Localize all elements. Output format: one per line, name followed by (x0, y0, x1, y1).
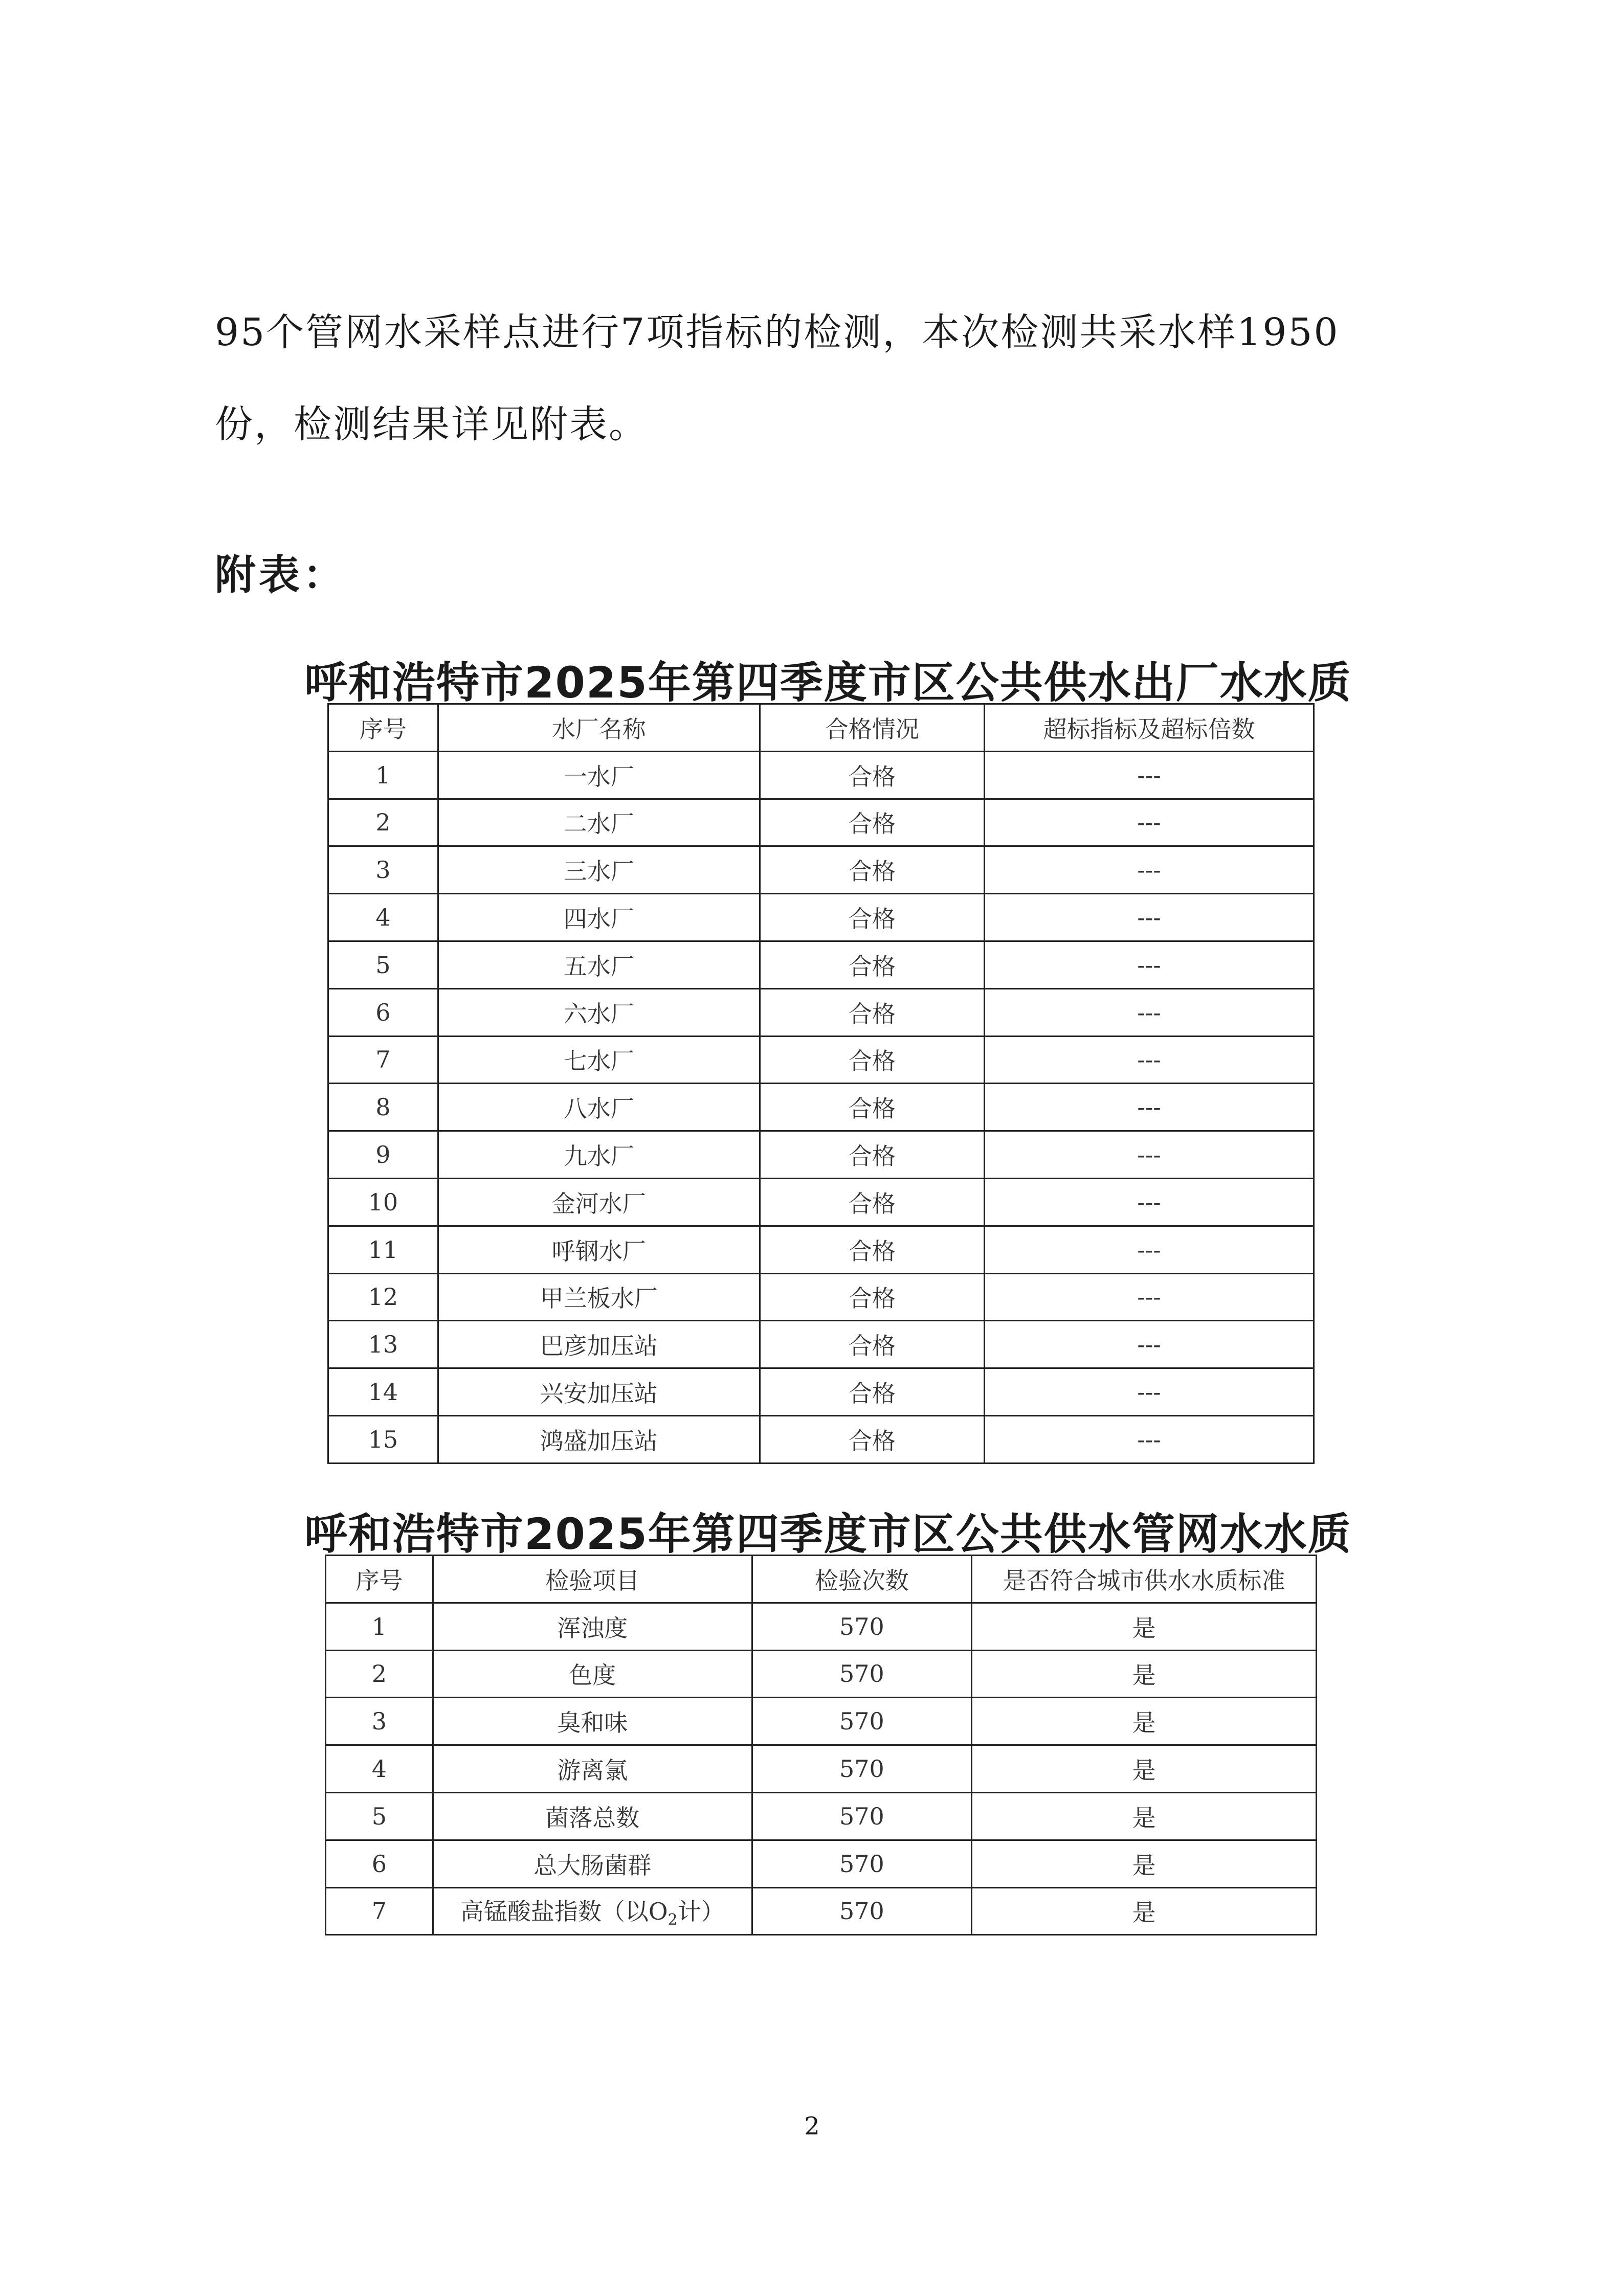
cell-test-count: 570 (752, 1603, 971, 1650)
table-row (328, 799, 1314, 846)
cell-test-item: 色度 (433, 1650, 752, 1698)
cell-exceedance: --- (985, 988, 1314, 1036)
cell-index: 1 (326, 1603, 433, 1650)
header-test-count: 检验次数 (752, 1556, 971, 1603)
cell-status: 合格 (760, 799, 984, 846)
cell-plant-name: 金河水厂 (438, 1178, 760, 1226)
cell-status: 合格 (760, 988, 984, 1036)
table-row (328, 751, 1314, 799)
cell-exceedance: --- (985, 1415, 1314, 1463)
cell-plant-name: 八水厂 (438, 1084, 760, 1131)
table-row (328, 1084, 1314, 1131)
item-subscript: 2 (668, 1911, 678, 1929)
cell-index: 8 (328, 1084, 438, 1131)
cell-plant-name: 鸿盛加压站 (438, 1415, 760, 1463)
cell-compliance: 是 (972, 1698, 1317, 1745)
cell-status: 合格 (760, 1131, 984, 1179)
cell-index: 2 (328, 799, 438, 846)
cell-status: 合格 (760, 894, 984, 941)
cell-test-item: 臭和味 (433, 1698, 752, 1745)
cell-index: 3 (328, 846, 438, 894)
cell-exceedance: --- (985, 799, 1314, 846)
cell-status: 合格 (760, 1321, 984, 1368)
cell-compliance: 是 (972, 1745, 1317, 1793)
cell-test-count: 570 (752, 1745, 971, 1793)
cell-plant-name: 六水厂 (438, 988, 760, 1036)
cell-status: 合格 (760, 1368, 984, 1416)
cell-plant-name: 二水厂 (438, 799, 760, 846)
cell-status: 合格 (760, 1178, 984, 1226)
item-prefix: 高锰酸盐指数（以O (460, 1898, 668, 1926)
cell-test-item: 游离氯 (433, 1745, 752, 1793)
cell-index: 10 (328, 1178, 438, 1226)
cell-compliance: 是 (972, 1792, 1317, 1840)
cell-plant-name: 三水厂 (438, 846, 760, 894)
cell-plant-name: 巴彦加压站 (438, 1321, 760, 1368)
cell-exceedance: --- (985, 1036, 1314, 1084)
table-row (328, 1131, 1314, 1179)
cell-compliance: 是 (972, 1603, 1317, 1650)
cell-exceedance: --- (985, 1368, 1314, 1416)
table-row (328, 846, 1314, 894)
network-water-quality-table (325, 1555, 1317, 1935)
cell-exceedance: --- (985, 1226, 1314, 1273)
cell-status: 合格 (760, 846, 984, 894)
cell-exceedance: --- (985, 846, 1314, 894)
table-2-body (326, 1603, 1317, 1887)
table-row (328, 1036, 1314, 1084)
cell-status: 合格 (760, 1084, 984, 1131)
table-row (326, 1887, 1317, 1935)
cell-plant-name: 九水厂 (438, 1131, 760, 1179)
cell-test-item (433, 1887, 752, 1935)
cell-exceedance: --- (985, 1084, 1314, 1131)
header-index: 序号 (326, 1556, 433, 1603)
table-row (328, 1321, 1314, 1368)
cell-plant-name: 一水厂 (438, 751, 760, 799)
cell-index: 6 (326, 1840, 433, 1887)
cell-plant-name: 四水厂 (438, 894, 760, 941)
cell-plant-name: 兴安加压站 (438, 1368, 760, 1416)
cell-index: 13 (328, 1321, 438, 1368)
cell-status: 合格 (760, 1273, 984, 1321)
table-row (326, 1698, 1317, 1745)
table-header-row (328, 704, 1314, 752)
table-row (328, 941, 1314, 988)
table-row (328, 988, 1314, 1036)
table-row (328, 1368, 1314, 1416)
cell-index: 4 (326, 1745, 433, 1793)
cell-exceedance: --- (985, 1131, 1314, 1179)
table-1-title: 呼和浩特市2025年第四季度市区公共供水出厂水水质 (304, 658, 1352, 708)
cell-status: 合格 (760, 751, 984, 799)
header-status: 合格情况 (760, 704, 984, 752)
cell-test-count: 570 (752, 1887, 971, 1935)
cell-index: 5 (328, 941, 438, 988)
cell-index: 6 (328, 988, 438, 1036)
table-row (328, 1273, 1314, 1321)
page-number: 2 (804, 2112, 820, 2141)
table-row (328, 1415, 1314, 1463)
header-compliance: 是否符合城市供水水质标准 (972, 1556, 1317, 1603)
cell-status: 合格 (760, 1036, 984, 1084)
table-row (326, 1792, 1317, 1840)
cell-test-count: 570 (752, 1698, 971, 1745)
header-test-item: 检验项目 (433, 1556, 752, 1603)
header-plant-name: 水厂名称 (438, 704, 760, 752)
cell-test-item: 浑浊度 (433, 1603, 752, 1650)
cell-exceedance: --- (985, 1321, 1314, 1368)
cell-test-count: 570 (752, 1840, 971, 1887)
cell-exceedance: --- (985, 894, 1314, 941)
cell-compliance: 是 (972, 1840, 1317, 1887)
cell-exceedance: --- (985, 1178, 1314, 1226)
cell-compliance: 是 (972, 1887, 1317, 1935)
cell-status: 合格 (760, 1226, 984, 1273)
table-row (326, 1745, 1317, 1793)
cell-index: 5 (326, 1792, 433, 1840)
table-row (328, 894, 1314, 941)
cell-index: 2 (326, 1650, 433, 1698)
table-row (328, 1178, 1314, 1226)
factory-water-quality-table (327, 703, 1315, 1464)
header-index: 序号 (328, 704, 438, 752)
cell-index: 7 (328, 1036, 438, 1084)
cell-status: 合格 (760, 1415, 984, 1463)
cell-compliance: 是 (972, 1650, 1317, 1698)
cell-test-count: 570 (752, 1650, 971, 1698)
table-row (326, 1650, 1317, 1698)
table-row (326, 1603, 1317, 1650)
body-paragraph-line-2: 份，检测结果详见附表。 (215, 402, 648, 446)
cell-test-item: 菌落总数 (433, 1792, 752, 1840)
item-suffix: 计） (677, 1898, 725, 1926)
table-row (328, 1226, 1314, 1273)
header-exceedance: 超标指标及超标倍数 (985, 704, 1314, 752)
table-2-title: 呼和浩特市2025年第四季度市区公共供水管网水水质 (304, 1509, 1352, 1559)
cell-exceedance: --- (985, 941, 1314, 988)
cell-test-item: 总大肠菌群 (433, 1840, 752, 1887)
body-paragraph-line-1: 95个管网水采样点进行7项指标的检测，本次检测共采水样1950 (215, 310, 1340, 354)
cell-exceedance: --- (985, 1273, 1314, 1321)
cell-index: 7 (326, 1887, 433, 1935)
cell-index: 15 (328, 1415, 438, 1463)
cell-index: 12 (328, 1273, 438, 1321)
cell-index: 11 (328, 1226, 438, 1273)
cell-test-count: 570 (752, 1792, 971, 1840)
cell-plant-name: 甲兰板水厂 (438, 1273, 760, 1321)
table-row (326, 1840, 1317, 1887)
cell-index: 4 (328, 894, 438, 941)
cell-index: 9 (328, 1131, 438, 1179)
cell-plant-name: 七水厂 (438, 1036, 760, 1084)
appendix-label: 附表： (215, 551, 347, 599)
cell-exceedance: --- (985, 751, 1314, 799)
cell-plant-name: 呼钢水厂 (438, 1226, 760, 1273)
cell-plant-name: 五水厂 (438, 941, 760, 988)
cell-index: 1 (328, 751, 438, 799)
table-header-row (326, 1556, 1317, 1603)
table-1-body (328, 751, 1314, 1463)
cell-index: 14 (328, 1368, 438, 1416)
cell-status: 合格 (760, 941, 984, 988)
cell-index: 3 (326, 1698, 433, 1745)
